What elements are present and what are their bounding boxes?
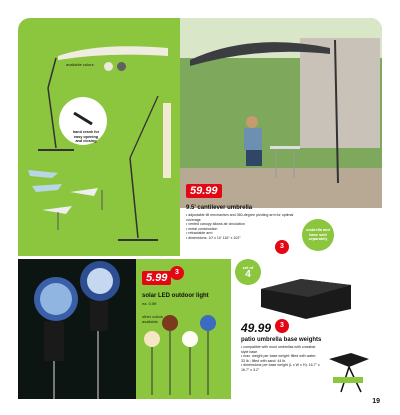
base-limit-badge: 3 bbox=[275, 319, 289, 333]
solar-title: solar LED outdoor light bbox=[142, 293, 209, 299]
umbrella-photo-panel bbox=[180, 18, 382, 256]
available-colors-label: available colors bbox=[66, 62, 94, 67]
umbrella-features-panel bbox=[18, 18, 180, 256]
base-price: 49.99 bbox=[241, 321, 272, 335]
crank-callout-text: hand crank for easy opening and closing bbox=[72, 130, 100, 144]
solar-sub: ea. 0.5ft bbox=[142, 301, 157, 306]
umbrella-feature: • retractable arm bbox=[186, 231, 301, 236]
base-detail-image bbox=[321, 337, 381, 397]
umbrella-feature: • vented canopy allows air circulation bbox=[186, 222, 301, 227]
umbrella-feature: • dimensions: 10' x 10' 116" x 102" bbox=[186, 236, 301, 241]
solar-light-info-panel bbox=[136, 259, 231, 399]
folded-canopy bbox=[163, 103, 171, 178]
umbrella-price-badge: 59.99 bbox=[186, 184, 222, 198]
solar-variants bbox=[136, 259, 231, 399]
umbrella-feature: • adjustable tilt mechanism and 360-degree pivoting arm for optimal coverage bbox=[186, 213, 301, 222]
umbrella-canopy-beige bbox=[58, 46, 168, 60]
umbrella-title: 9.5' cantilever umbrella bbox=[186, 205, 253, 211]
umbrella-features-list bbox=[186, 213, 301, 241]
base-weights-image bbox=[231, 269, 382, 329]
base-title: patio umbrella base weights bbox=[241, 337, 322, 343]
color-swatch-beige[interactable] bbox=[104, 62, 113, 71]
page-number: 19 bbox=[372, 398, 380, 405]
color-swatch-gray[interactable] bbox=[117, 62, 126, 71]
base-feature: • compatible with most umbrellas with crossbar style base bbox=[241, 345, 321, 354]
solar-price-tag: 5.99 bbox=[142, 271, 171, 285]
base-weights-panel bbox=[231, 259, 382, 399]
umbrella-limit-badge: 3 bbox=[275, 240, 289, 254]
sold-separately-badge: umbrella and base sold separately bbox=[302, 219, 334, 251]
solar-limit-badge: 3 bbox=[170, 266, 184, 280]
solar-lights-illustration bbox=[18, 259, 136, 399]
base-features-list bbox=[241, 345, 321, 373]
umbrella-feature: • metal construction bbox=[186, 227, 301, 232]
base-feature: • max. weight per base weight: filled with water: 33 lb.; filled with sand: 44 lb. bbox=[241, 354, 321, 363]
solar-light-photo bbox=[18, 259, 136, 399]
other-colors-label: other colors available bbox=[142, 314, 163, 324]
base-feature: • dimensions per base weight (L x W x H): 16.7" x 16.7" x 3.2" bbox=[241, 363, 321, 372]
set-of-badge: set of 4 bbox=[235, 259, 261, 285]
